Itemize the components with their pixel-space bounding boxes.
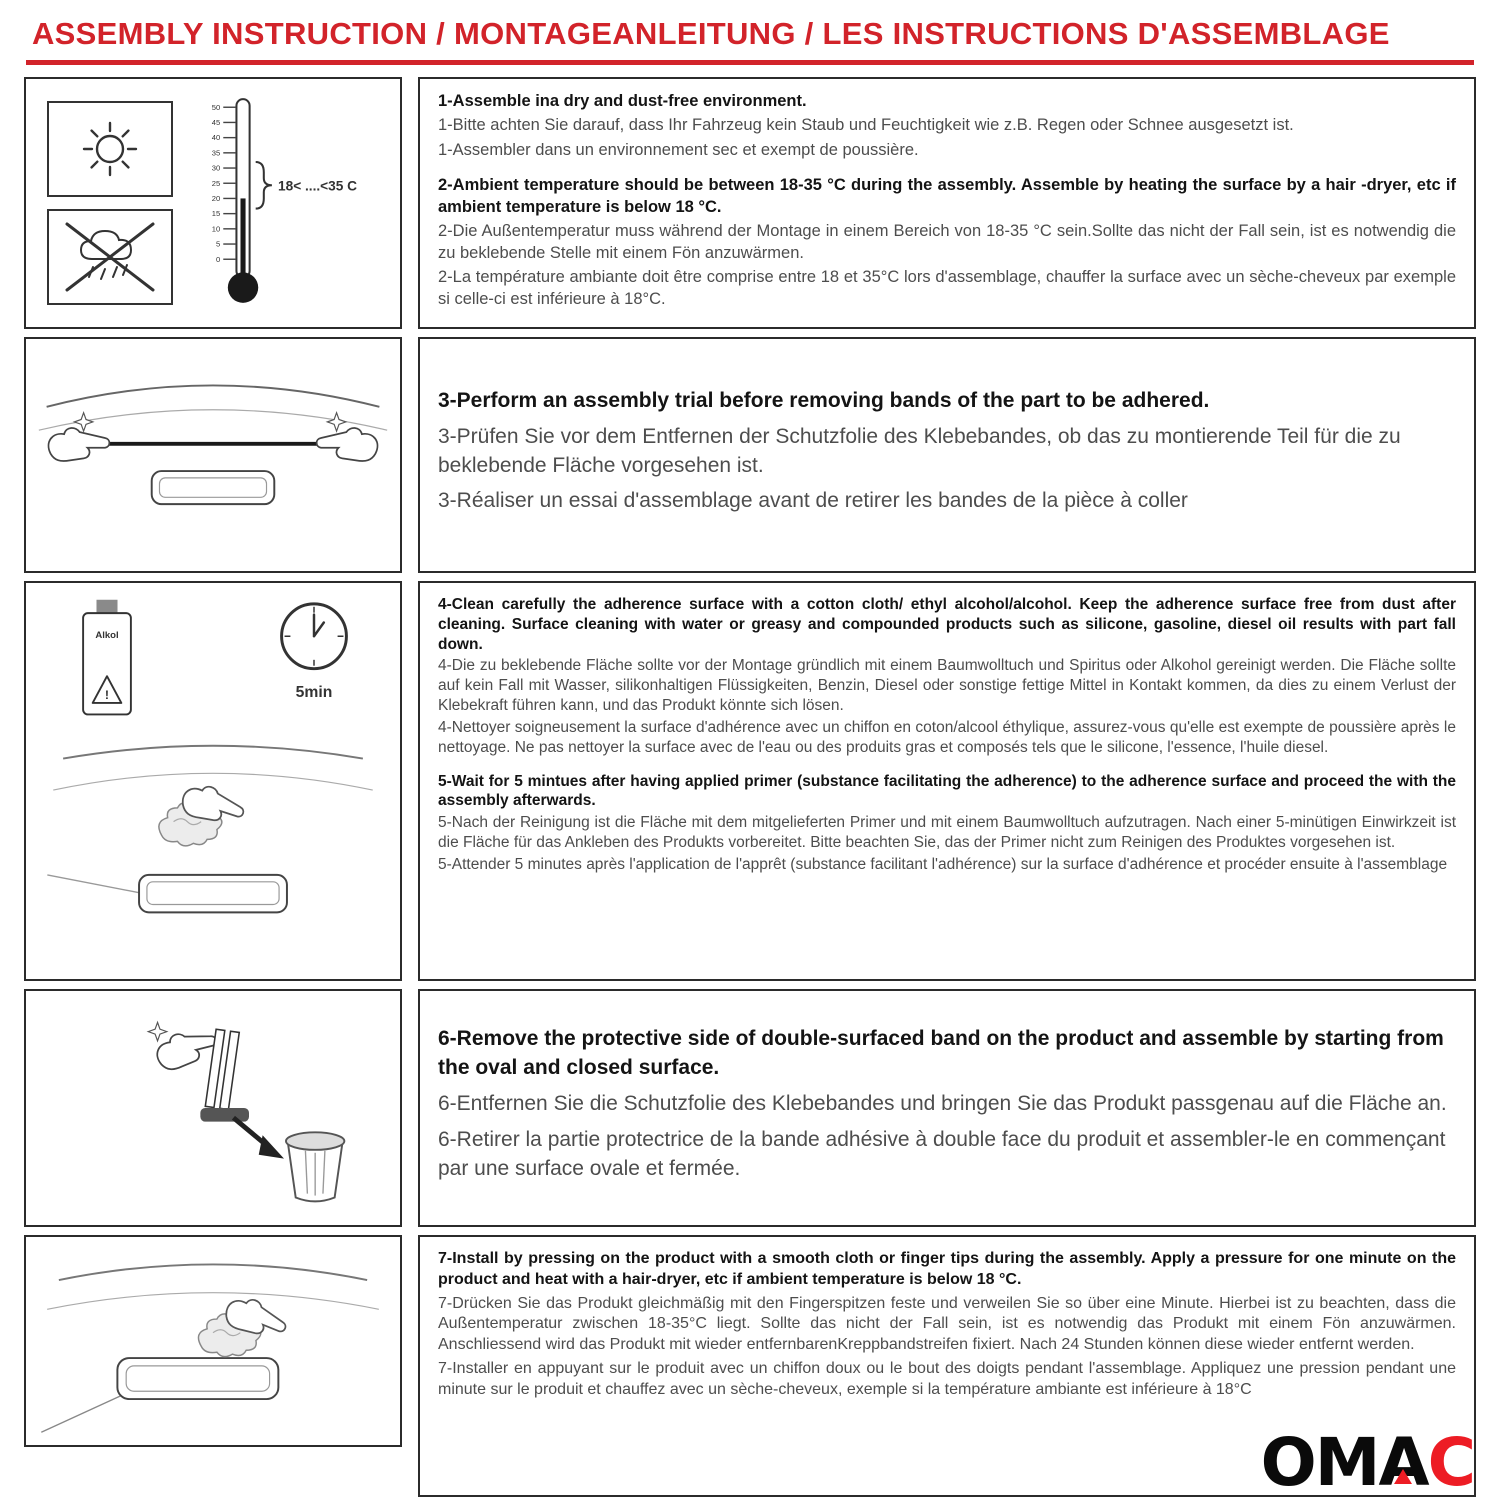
product-part <box>200 1108 249 1122</box>
step6-fr: 6-Retirer la partie protectrice de la bande adhésive à double face du produit et assembler-le en commençant par une surface ovale et fermée. <box>438 1127 1446 1180</box>
step4-en: 4-Clean carefully the adherence surface with a cotton cloth/ ethyl alcohol/alcohol. Keep the adherence surface free from dust after cleaning. Surface cleaning with water or greasy and compounded products such as silicone, gasoline, diesel oil results with part fall down. <box>438 596 1456 653</box>
sparkle-icon <box>327 413 345 431</box>
figure-remove-band <box>24 989 402 1227</box>
no-rain-icon <box>58 217 162 297</box>
step5-fr: 5-Attender 5 minutes après l'application de l'apprêt (substance facilitant l'adhérence) sur la surface d'adhérence et procéder ensuite à l'assemblage <box>438 855 1448 873</box>
thermo-scale-40: 40 <box>211 133 221 143</box>
temperature-range-label: 18< ....<35 C <box>277 178 358 194</box>
sparkle-icon <box>74 413 92 431</box>
step2-de: 2-Die Außentemperatur muss während der Montage in einem Bereich von 18-35 °C sein.Sollte das nicht der Fall sein, ist es notwendig die zu beklebende Stelle mit einem Fön anzuwärmen. <box>438 222 1456 262</box>
logo-a: A <box>1378 1424 1428 1500</box>
figure-assembly-trial <box>24 337 402 573</box>
thermo-scale-30: 30 <box>211 163 221 173</box>
step5-en: 5-Wait for 5 mintues after having applied primer (substance facilitating the adherence) to the adherence surface and proceed the with the assembly afterwards. <box>438 772 1456 810</box>
cleaning-supplies <box>34 595 392 723</box>
step7-de: 7-Drücken Sie das Produkt gleichmäßig mit den Fingerspitzen feste und verweilen Sie so über eine Minute. Hierbei ist zu beachten, dass die Außentemperatur zwischen 18-35°C liegt. Sollte das nicht der Fall sein, ist es notwendig das Produkt mit einem Fön anzuwärmen. Anschliessend wird das Produkt mit wieder entfernbarenKreppbandstreifen fixiert. Nach 24 Stunden können diese wieder entfernt werden. <box>438 1294 1456 1354</box>
thermo-scale-50: 50 <box>211 102 221 112</box>
step6-en: 6-Remove the protective side of double-surfaced band on the product and assemble by starting from the oval and closed surface. <box>438 1027 1444 1080</box>
thermo-scale-5: 5 <box>215 239 221 249</box>
thermo-scale-0: 0 <box>215 254 221 264</box>
step1-en: 1-Assemble ina dry and dust-free environment. <box>438 92 807 110</box>
step-row-6 <box>24 989 1476 1227</box>
step2-en: 2-Ambient temperature should be between 18-35 °C during the assembly. Assemble by heating the surface by a hair -dryer, etc if ambient temperature is below 18 °C. <box>438 176 1456 216</box>
step-row-7 <box>24 1235 1476 1500</box>
remove-band-illustration <box>33 1001 393 1215</box>
trim-part <box>152 471 275 504</box>
weather-boxes <box>47 101 173 305</box>
sun-icon <box>58 109 162 189</box>
step1-de: 1-Bitte achten Sie darauf, dass Ihr Fahrzeug kein Staub und Feuchtigkeit wie z.B. Regen oder Schnee ausgesetzt ist. <box>438 116 1294 135</box>
assembly-trial-illustration <box>33 349 393 561</box>
trim-part <box>117 1358 278 1399</box>
right-hand-icon <box>317 428 378 461</box>
thermo-scale-45: 45 <box>211 117 221 127</box>
trash-can-icon <box>286 1132 344 1201</box>
step2-fr: 2-La température ambiante doit être comprise entre 18 et 35°C lors d'assemblage, chauffer la surface avec un sèche-cheveux par exemple si celle-ci est inférieure à 18°C. <box>438 268 1456 308</box>
logo-c: C <box>1427 1424 1474 1500</box>
step1-fr: 1-Assembler dans un environnement sec et exempt de poussière. <box>438 140 919 159</box>
sparkle-icon <box>148 1022 166 1040</box>
warning-mark: ! <box>104 688 110 703</box>
step3-en: 3-Perform an assembly trial before removing bands of the part to be adhered. <box>438 388 1210 412</box>
step7-fr: 7-Installer en appuyant sur le produit avec un chiffon doux ou le bout des doigts pendant l'assemblage. Appliquez une pression pendant une minute sur le produit et chauffez avec un sèche-cheveux, exemple si la température ambiante est inférieure à 18°C <box>438 1359 1456 1398</box>
step4-fr: 4-Nettoyer soigneusement la surface d'adhérence avec un chiffon en coton/alcool éthylique, assurez-vous qu'elle est exempte de poussière après le nettoyage. Ne pas nettoyer la surface avec de l'eau ou des produits gras et composés tels que le silicone, l'essence, l'huile diesel. <box>438 718 1456 756</box>
step3-fr: 3-Réaliser un essai d'assemblage avant de retirer les bandes de la pièce à coller <box>438 489 1188 513</box>
step6-de: 6-Entfernen Sie die Schutzfolie des Klebebandes und bringen Sie das Produkt passgenau auf die Fläche an. <box>438 1092 1447 1116</box>
wiping-illustration <box>43 727 383 939</box>
figure-press-install <box>24 1235 402 1447</box>
omac-logo <box>1260 1424 1474 1500</box>
range-bracket <box>256 162 272 209</box>
thermometer-icon <box>179 89 379 317</box>
thermo-scale-15: 15 <box>211 209 221 219</box>
trim-part <box>139 875 287 912</box>
thermo-scale-35: 35 <box>211 148 221 158</box>
step5-de: 5-Nach der Reinigung ist die Fläche mit dem mitgelieferten Primer und mit einem Baumwolltuch aufzutragen. Nach einer 5-minütigen Einwirkzeit ist die Fläche für das Ankleben des Produkts vorbereitet. Bitte beachten Sie, das der Primer nicht zum Reinigen des Produktes vorgesehen ist. <box>438 814 1456 852</box>
clock-icon <box>266 595 362 705</box>
logo-a-triangle <box>1394 1469 1412 1484</box>
page-title: ASSEMBLY INSTRUCTION / MONTAGEANLEITUNG / LES INSTRUCTIONS D'ASSEMBLAGE <box>32 16 1390 51</box>
instructions-step-4-5 <box>418 581 1476 981</box>
step-row-3 <box>24 337 1476 573</box>
step7-en: 7-Install by pressing on the product with a smooth cloth or finger tips during the assembly. Apply a pressure for one minute on the product and heat with a hair-dryer, etc if ambient temperature is below 18 °C. <box>438 1250 1456 1288</box>
step3-de: 3-Prüfen Sie vor dem Entfernen der Schutzfolie des Klebebandes, ob das zu montierende Teil für die zu beklebende Fläche vorgesehen ist. <box>438 424 1401 477</box>
step4-de: 4-Die zu beklebende Fläche sollte vor der Montage gründlich mit einem Baumwolltuch und Spiritus oder Alkohol gereinigt werden. Die Fläche sollte auf kein Fall mit Wasser, silikonhaltigen Flüssigkeiten, Benzin, Diesel oder sonstige fettige Mittel in Kontakt kommen, da dies zu einem Verlust der Klebekraft führen kann, und das Produkt könnte sich lösen. <box>438 657 1456 715</box>
figure-cleaning <box>24 581 402 981</box>
left-hand-icon <box>49 428 110 461</box>
thermo-scale-10: 10 <box>211 224 221 234</box>
alcohol-bottle-icon <box>64 595 150 723</box>
logo-om: OM <box>1260 1424 1379 1500</box>
thermo-scale-25: 25 <box>211 178 221 188</box>
instructions-step-3 <box>418 337 1476 573</box>
instruction-rows <box>24 77 1476 1500</box>
instructions-step-6 <box>418 989 1476 1227</box>
five-min-label: 5min <box>295 684 333 702</box>
title-underline <box>26 60 1474 65</box>
sun-box <box>47 101 173 197</box>
step-row-4-5 <box>24 581 1476 981</box>
thermo-scale-20: 20 <box>211 193 221 203</box>
figure-environment <box>24 77 402 329</box>
alcohol-label: Alkol <box>95 629 119 641</box>
no-rain-box <box>47 209 173 305</box>
instructions-step-1-2 <box>418 77 1476 329</box>
step-row-1 <box>24 77 1476 329</box>
press-install-illustration <box>35 1241 391 1441</box>
